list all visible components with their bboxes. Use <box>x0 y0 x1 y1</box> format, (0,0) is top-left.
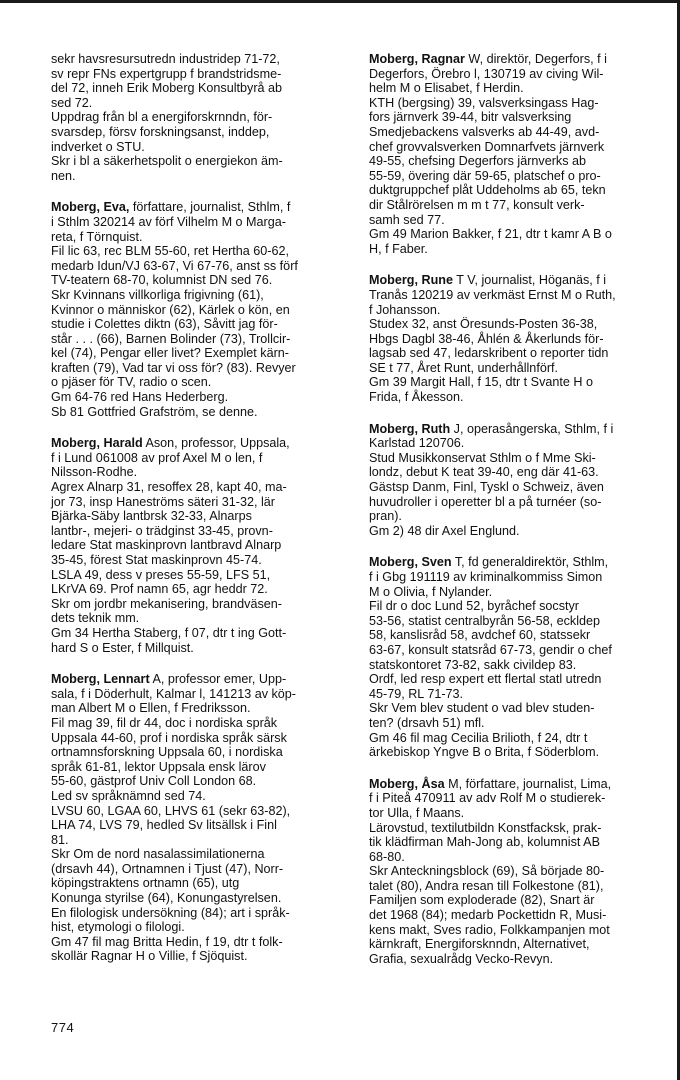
entry-line <box>369 850 665 865</box>
entry-text-line: f i Piteå 470911 av adv Rolf M o studierek- <box>369 791 606 806</box>
entry-text-line: (drsavh 44), Ortnamnen i Tjust (47), Norr- <box>51 861 284 876</box>
entry-line <box>369 731 665 746</box>
entry-name: Moberg, Lennart <box>51 672 150 687</box>
entry-text-line: samh sed 77. <box>369 212 445 227</box>
entry-text-line: 58, kanslisråd 58, avdchef 60, statssekr <box>369 628 591 643</box>
entry-text-line: det 1968 (84); medarb Pockettidn R, Musi- <box>369 908 607 923</box>
entry-line <box>51 847 339 862</box>
entry-line <box>369 436 665 451</box>
entry-text-line: f i Lund 061008 av prof Axel M o len, f <box>51 450 263 465</box>
entry-text-line: Gm 49 Marion Bakker, f 21, dtr t kamr A B o <box>369 227 612 242</box>
entry-line <box>369 480 665 495</box>
entry-line <box>51 346 339 361</box>
entry-line <box>369 110 665 125</box>
entry-text-line: Gm 47 fil mag Britta Hedin, f 19, dtr t folk- <box>51 934 283 949</box>
entry-line <box>369 570 665 585</box>
entry-text-line: nen. <box>51 168 76 183</box>
entry-line <box>51 949 339 964</box>
entry-line <box>369 555 665 570</box>
entry-text-line: ledare Stat maskinprovn lantbravd Alnarp <box>51 538 282 553</box>
entry-text-line: kraften (79), Vad tar vi oss för? (83). Revyer <box>51 360 296 375</box>
entry-text-line: helm M o Elisabet, f Herdin. <box>369 81 524 96</box>
entry-line <box>51 611 339 626</box>
biography-entry <box>369 52 665 256</box>
entry-line <box>369 777 665 792</box>
left-column <box>51 52 339 981</box>
entry-line <box>369 465 665 480</box>
entry-text-line: Skr om jordbr mekanisering, brandväsen- <box>51 596 282 611</box>
entry-line <box>369 524 665 539</box>
entry-text-line: LSLA 49, dess v preses 55-59, LFS 51, <box>51 567 271 582</box>
entry-line <box>51 760 339 775</box>
entry-text-line: Ason, professor, Uppsala, <box>142 436 290 451</box>
entry-line <box>369 227 665 242</box>
entry-line <box>369 422 665 437</box>
entry-name: Moberg, Rune <box>369 273 453 288</box>
entry-text-line: statskontoret 73-82, sakk civildep 83. <box>369 657 577 672</box>
entry-text-line: lagsab sed 47, ledarskribent o reporter tidn <box>369 346 609 361</box>
entry-text-line: Studex 32, anst Öresunds-Posten 36-38, <box>369 317 598 332</box>
entry-line <box>369 125 665 140</box>
entry-line <box>369 687 665 702</box>
continuation-entry <box>51 52 339 183</box>
entry-line <box>51 361 339 376</box>
entry-line <box>51 480 339 495</box>
entry-line <box>51 215 339 230</box>
entry-text-line: LVSU 60, LGAA 60, LHVS 61 (sekr 63-82), <box>51 803 291 818</box>
entry-line <box>51 687 339 702</box>
entry-text-line: H, f Faber. <box>369 241 428 256</box>
entry-line <box>51 672 339 687</box>
entry-text-line: del 72, inneh Erik Moberg Konsultbyrå ab <box>51 81 283 96</box>
entry-line <box>51 509 339 524</box>
entry-line <box>51 538 339 553</box>
entry-text-line: Skr Anteckningsblock (69), Så började 80- <box>369 864 605 879</box>
entry-name: Moberg, Sven <box>369 555 452 570</box>
entry-text-line: o pjäser för TV, radio o scen. <box>51 375 212 390</box>
entry-line <box>51 524 339 539</box>
entry-line <box>51 745 339 760</box>
entry-text-line: skollär Ragnar H o Villie, f Sjöquist. <box>51 949 248 964</box>
entry-text-line: Ordf, led resp expert ett flertal statl utredn <box>369 672 602 687</box>
entry-text-line: tik klädfirman Mah-Jong ab, kolumnist AB <box>369 835 600 850</box>
entry-text-line: hist, etymologi o filologi. <box>51 920 185 935</box>
entry-line <box>369 81 665 96</box>
entry-text-line: Gm 2) 48 dir Axel Englund. <box>369 523 520 538</box>
entry-line <box>369 658 665 673</box>
entry-text-line: Sb 81 Gottfried Grafström, se denne. <box>51 404 258 419</box>
entry-text-line: svarsdep, försv forskningsanst, inddep, <box>51 124 270 139</box>
entry-text-line: ten? (drsavh 51) mfl. <box>369 715 485 730</box>
entry-text-line: Frida, f Åkesson. <box>369 390 464 405</box>
entry-text-line: sekr havsresursutredn industridep 71-72, <box>51 52 280 66</box>
entry-text-line: indverket o STU. <box>51 139 145 154</box>
entry-text-line: chef grovvalsverken Domnarfvets järnverk <box>369 139 605 154</box>
entry-line <box>51 891 339 906</box>
entry-text-line: Konunga styrilse (64), Konungastyrelsen. <box>51 891 282 906</box>
entry-text-line: Uppdrag från bl a energiforskrnndn, för- <box>51 110 273 125</box>
entry-text-line: Fil mag 39, fil dr 44, doc i nordiska språk <box>51 715 278 730</box>
page-number: 774 <box>51 1020 75 1035</box>
entry-line <box>369 140 665 155</box>
entry-line <box>369 169 665 184</box>
entry-text-line: LHA 74, LVS 79, hedled Sv litsällsk i Finl <box>51 818 277 833</box>
entry-line <box>51 731 339 746</box>
biography-entry <box>369 422 665 539</box>
entry-line <box>51 436 339 451</box>
entry-line <box>369 198 665 213</box>
entry-text-line: 49-55, chefsing Degerfors järnverks ab <box>369 154 587 169</box>
entry-line <box>369 628 665 643</box>
entry-text-line: 53-56, statist centralbyrån 56-58, eckldep <box>369 613 601 628</box>
right-entries <box>369 52 665 966</box>
entry-text-line: Kvinnor o människor (62), Kärlek o kön, en <box>51 302 290 317</box>
entry-text-line: Stud Musikkonservat Sthlm o f Mme Ski- <box>369 450 596 465</box>
entry-text-line: sv repr FNs expertgrupp f brandstridsme- <box>51 66 282 81</box>
entry-line <box>369 937 665 952</box>
entry-line <box>51 582 339 597</box>
entry-line <box>51 862 339 877</box>
entry-line <box>369 495 665 510</box>
entry-line <box>369 451 665 466</box>
entry-line <box>369 96 665 111</box>
entry-line <box>51 716 339 731</box>
entry-line <box>369 375 665 390</box>
entry-text-line: Skr Om de nord nasalassimilationerna <box>51 847 265 862</box>
biography-entry <box>51 672 339 964</box>
entry-text-line: SE t 77, Året Runt, underhållnförf. <box>369 360 559 375</box>
entry-text-line: jor 73, insp Haneströms säteri 31-32, lär <box>51 494 275 509</box>
entry-line <box>51 876 339 891</box>
entry-line <box>51 465 339 480</box>
entry-name: Moberg, Eva, <box>51 200 130 215</box>
entry-text-line: Fil dr o doc Lund 52, byråchef socstyr <box>369 599 579 614</box>
entry-text-line: 55-60, gästprof Univ Coll London 68. <box>51 774 257 789</box>
entry-text-line: kärnkraft, Energiforsknndn, Alternativet, <box>369 937 590 952</box>
entry-text-line: Gm 34 Hertha Staberg, f 07, dtr t ing Gott- <box>51 625 287 640</box>
entry-text-line: Uppsala 44-60, prof i nordiska språk särsk <box>51 730 287 745</box>
entry-text-line: 68-80. <box>369 849 405 864</box>
entry-line <box>51 920 339 935</box>
biography-entry <box>51 200 339 419</box>
entry-line <box>369 52 665 67</box>
entry-name: Moberg, Ragnar <box>369 52 465 66</box>
entry-text-line: 63-67, konsult statsråd 67-73, gendir o chef <box>369 642 612 657</box>
entry-line <box>369 745 665 760</box>
entry-text-line: lantbr-, mejeri- o trädginst 33-45, provn- <box>51 523 273 538</box>
entry-line <box>369 390 665 405</box>
entry-text-line: Fil lic 63, rec BLM 55-60, ret Hertha 60-62, <box>51 244 289 259</box>
entry-text-line: språk 61-81, lektor Uppsala ensk lärov <box>51 759 266 774</box>
entry-line <box>369 835 665 850</box>
entry-line <box>51 818 339 833</box>
entry-line <box>51 804 339 819</box>
entry-text-line: talet (80), Andra resan till Folkestone (81), <box>369 878 604 893</box>
entry-line <box>51 390 339 405</box>
entry-text-line: sed 72. <box>51 95 93 110</box>
entry-text-line: Gästsp Danm, Finl, Tyskl o Schweiz, även <box>369 480 604 495</box>
entry-line <box>51 317 339 332</box>
entry-line <box>51 200 339 215</box>
entry-line <box>369 303 665 318</box>
entry-text-line: man Albert M o Ellen, f Fredriksson. <box>51 701 251 716</box>
entry-text-line: Lärovstud, textilutbildn Konstfacksk, prak- <box>369 820 602 835</box>
entry-line <box>369 213 665 228</box>
entry-text-line: i Sthlm 320214 av förf Vilhelm M o Marga- <box>51 214 286 229</box>
entry-line <box>369 908 665 923</box>
entry-line <box>51 906 339 921</box>
entry-text-line: KTH (bergsing) 39, valsverksingass Hag- <box>369 95 599 110</box>
entry-line <box>51 288 339 303</box>
entry-text-line: ärkebiskop Yngve B o Brita, f Söderblom. <box>369 745 600 760</box>
entry-line <box>51 568 339 583</box>
entry-text-line: köpingstraktens ortnamn (65), utg <box>51 876 240 891</box>
entry-text-line: Skr Kvinnans villkorliga frigivning (61), <box>51 287 264 302</box>
entry-text-line: londz, debut K teat 39-40, eng där 41-63. <box>369 465 599 480</box>
entry-text-line: Bjärka-Säby lantbrsk 32-33, Alnarps <box>51 509 252 524</box>
entry-text-line: reta, f Törnquist. <box>51 229 143 244</box>
entry-text-line: duktgruppchef plåt Uddeholms ab 65, tekn <box>369 183 606 198</box>
entry-line <box>51 641 339 656</box>
entry-line <box>369 821 665 836</box>
entry-name: Moberg, Harald <box>51 436 143 451</box>
entry-text-line: W, direktör, Degerfors, f i <box>464 52 607 66</box>
entry-line <box>369 585 665 600</box>
entry-text-line: kens makt, Sves radio, Folkkampanjen mot <box>369 922 610 937</box>
entry-line <box>369 273 665 288</box>
entry-line <box>369 332 665 347</box>
entry-line <box>369 509 665 524</box>
biography-entry <box>51 436 339 655</box>
entry-line <box>369 242 665 257</box>
entry-line <box>51 701 339 716</box>
entry-text-line: Gm 39 Margit Hall, f 15, dtr t Svante H o <box>369 375 593 390</box>
entry-line <box>51 789 339 804</box>
entry-text-line: f Johansson. <box>369 302 441 317</box>
entry-line <box>369 893 665 908</box>
entry-text-line: Tranås 120219 av verkmäst Ernst M o Ruth, <box>369 287 616 302</box>
entry-text-line: A, professor emer, Upp- <box>149 672 287 687</box>
entry-line <box>369 67 665 82</box>
entry-text-line: TV-teatern 68-70, kolumnist DN sed 76. <box>51 273 273 288</box>
entry-line <box>51 626 339 641</box>
entry-line <box>369 672 665 687</box>
entry-text-line: Degerfors, Örebro l, 130719 av civing Wil- <box>369 66 604 81</box>
entry-text-line: Skr i bl a säkerhetspolit o energiekon äm- <box>51 154 283 169</box>
entry-text-line: En filologisk undersökning (84); art i språk- <box>51 905 290 920</box>
entry-line <box>51 935 339 950</box>
biography-entry <box>369 555 665 759</box>
entry-line <box>369 154 665 169</box>
entry-line <box>51 553 339 568</box>
entry-text-line: pran). <box>369 509 402 524</box>
entry-text-line: dir Stålrörelsen m m t 77, konsult verk- <box>369 197 585 212</box>
entry-line <box>51 597 339 612</box>
entry-text-line: 35-45, förest Stat maskinprovn 45-74. <box>51 553 262 567</box>
entry-text-line: Led sv språknämnd sed 74. <box>51 788 206 803</box>
entry-line <box>369 346 665 361</box>
entry-line <box>51 244 339 259</box>
entry-line <box>369 864 665 879</box>
entry-text-line: M o Olivia, f Nylander. <box>369 584 493 599</box>
entry-line <box>369 791 665 806</box>
entry-text-line: J, operasångerska, Sthlm, f i <box>450 421 614 436</box>
entry-text-line: M, författare, journalist, Lima, <box>444 776 612 791</box>
entry-line <box>51 303 339 318</box>
entry-text-line: Familjen som exploderade (82), Snart är <box>369 893 595 908</box>
entry-text-line: medarb Idun/VJ 63-67, Vi 67-76, anst ss förf <box>51 258 298 273</box>
entry-text-line: f i Gbg 191119 av kriminalkommiss Simon <box>369 570 603 584</box>
entry-name: Moberg, Ruth <box>369 421 451 436</box>
entry-line <box>51 495 339 510</box>
entry-line <box>369 288 665 303</box>
biography-entry <box>369 273 665 404</box>
entry-line <box>369 716 665 731</box>
entry-line <box>51 833 339 848</box>
entry-line <box>369 361 665 376</box>
entry-line <box>51 774 339 789</box>
entry-text-line: kel (74), Pengar eller livet? Exemplet kärn- <box>51 346 289 361</box>
entry-text-line: sala, f i Döderhult, Kalmar l, 141213 av köp- <box>51 686 297 701</box>
entry-text-line: huvudroller i operetter bl a på turnéer (so- <box>369 494 602 509</box>
right-column <box>369 52 665 983</box>
entry-line <box>369 183 665 198</box>
entry-text-line: studie i Colettes diktn (63), Såvitt jag för- <box>51 317 278 332</box>
entry-text-line: T V, journalist, Höganäs, f i <box>452 273 607 288</box>
entry-line <box>51 405 339 420</box>
entry-text-line: dets teknik mm. <box>51 611 140 626</box>
entry-text-line: Nilsson-Rodhe. <box>51 465 138 480</box>
entry-line <box>369 614 665 629</box>
entry-line <box>369 317 665 332</box>
entry-line <box>369 701 665 716</box>
entry-text-line: Gm 64-76 red Hans Hederberg. <box>51 390 229 405</box>
entry-text-line: hard S o Ester, f Millquist. <box>51 640 194 655</box>
entry-text-line: Gm 46 fil mag Cecilia Brilioth, f 24, dtr t <box>369 730 588 745</box>
entry-line <box>51 375 339 390</box>
entry-text-line: fors järnverk 39-44, bitr valsverksing <box>369 110 572 125</box>
entry-line <box>51 332 339 347</box>
biography-entry <box>369 777 665 967</box>
entry-line <box>369 879 665 894</box>
entry-text-line: T, fd generaldirektör, Sthlm, <box>451 555 609 570</box>
entry-text-line: ortnamnsforskning Uppsala 60, i nordiska <box>51 745 283 760</box>
entry-text-line: LKrVA 69. Prof namn 65, agr heddr 72. <box>51 582 268 597</box>
entry-line <box>369 923 665 938</box>
scan-top-edge <box>0 0 680 3</box>
entry-text-line: står . . . (66), Barnen Bolinder (73), Trollcir- <box>51 331 291 346</box>
entry-text-line: författare, journalist, Sthlm, f <box>129 200 291 215</box>
entry-line <box>51 259 339 274</box>
entry-name: Moberg, Åsa <box>369 776 445 791</box>
entry-text-line: Agrex Alnarp 31, resoffex 28, kapt 40, ma- <box>51 480 287 495</box>
entry-line <box>369 806 665 821</box>
entry-text-line: 55-59, övering där 59-65, platschef o pro- <box>369 168 601 183</box>
entry-line <box>369 643 665 658</box>
left-entries <box>51 200 339 964</box>
entry-line <box>51 451 339 466</box>
entry-line <box>51 273 339 288</box>
entry-line <box>369 952 665 967</box>
entry-line <box>51 230 339 245</box>
entry-text-line: Hbgs Dagbl 38-46, Åhlén & Åkerlunds för- <box>369 331 604 346</box>
entry-text-line: 81. <box>51 832 69 847</box>
entry-text-line: 45-79, RL 71-73. <box>369 686 464 701</box>
entry-text-line: Skr Vem blev student o vad blev studen- <box>369 701 595 716</box>
entry-text-line: Grafia, sexualrådg Vecko-Revyn. <box>369 951 554 966</box>
entry-text-line: tor Ulla, f Maans. <box>369 805 465 820</box>
entry-text-line: Smedjebackens valsverks ab 44-49, avd- <box>369 124 600 139</box>
entry-text-line: Karlstad 120706. <box>369 436 465 451</box>
entry-line <box>369 599 665 614</box>
